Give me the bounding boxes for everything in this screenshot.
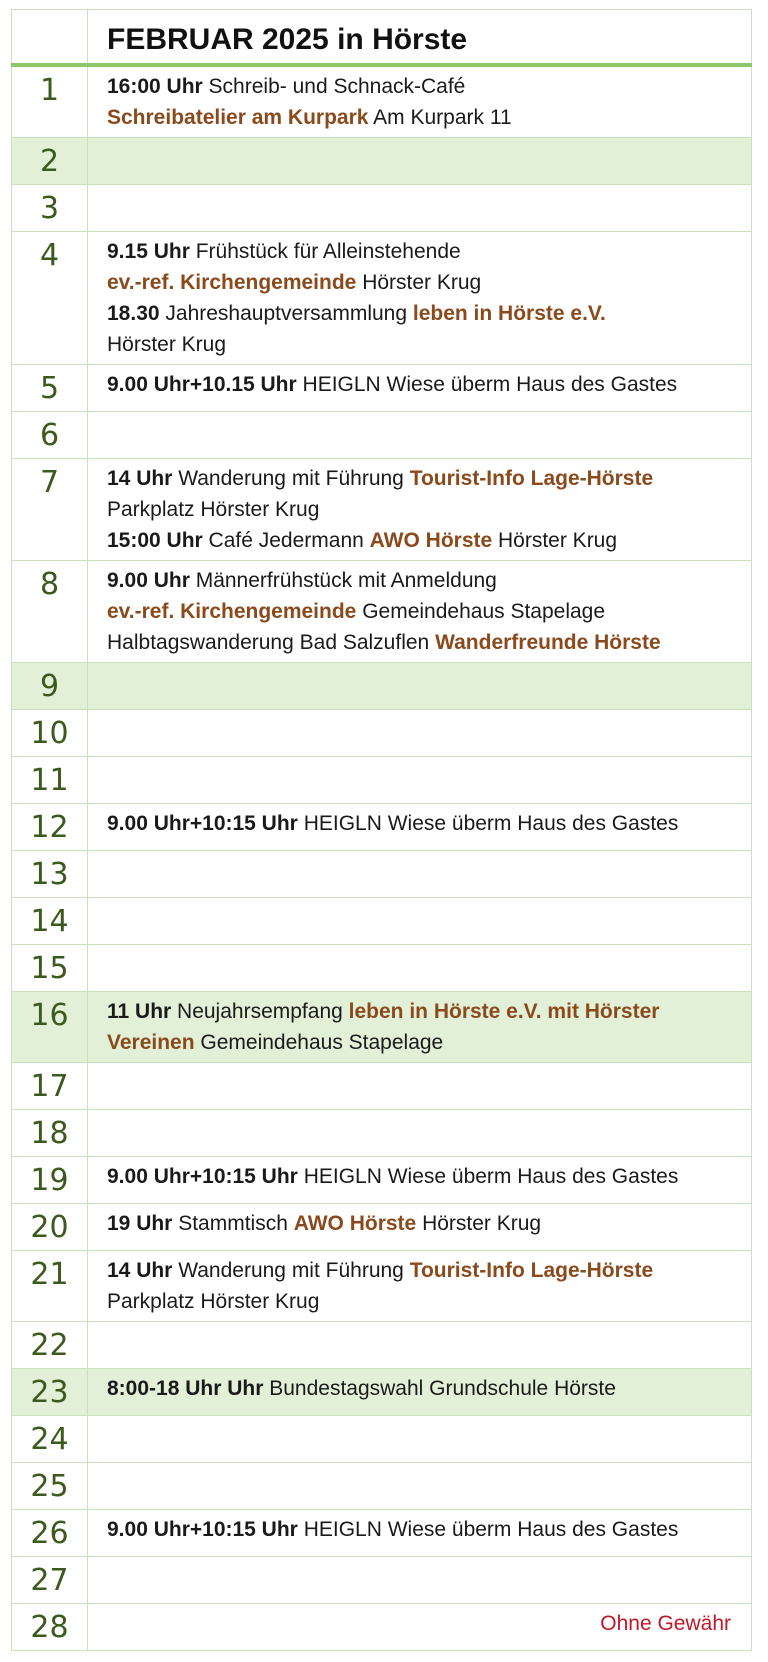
day-row: [12, 232, 752, 365]
event-text: Gemeindehaus Stapelage: [356, 600, 606, 623]
day-events: [88, 1204, 752, 1251]
event-text: Hörster Krug: [416, 1212, 542, 1235]
event-line: [107, 463, 751, 494]
day-number: 16: [12, 992, 88, 1063]
day-row: [12, 945, 752, 992]
day-row: [12, 1557, 752, 1604]
calendar-table: [11, 9, 752, 1651]
event-time: 14 Uhr: [107, 467, 173, 490]
day-events: [88, 757, 752, 804]
event-organizer: AWO Hörste: [369, 529, 493, 552]
day-events: [88, 1251, 752, 1322]
day-row: [12, 804, 752, 851]
event-organizer: Vereinen: [107, 1031, 195, 1054]
event-text: Café Jedermann: [202, 529, 370, 552]
day-row: [12, 185, 752, 232]
event-time: 19 Uhr: [107, 1212, 173, 1235]
day-row: [12, 898, 752, 945]
day-row: [12, 459, 752, 561]
day-number: 22: [12, 1322, 88, 1369]
header-row: [12, 10, 752, 66]
event-time: 11 Uhr: [107, 1000, 172, 1023]
event-organizer: Tourist-Info Lage-Hörste: [409, 1259, 654, 1282]
event-line: [107, 1208, 751, 1239]
event-organizer: Schreibatelier am Kurpark: [107, 106, 369, 129]
day-events: [88, 65, 752, 138]
day-number: 17: [12, 1063, 88, 1110]
day-row: [12, 1416, 752, 1463]
day-row: [12, 992, 752, 1063]
event-text: Jahreshauptversammlung: [159, 302, 413, 325]
event-line: [107, 627, 751, 658]
day-number: 2: [12, 138, 88, 185]
day-events: [88, 1604, 752, 1651]
event-organizer: ev.-ref. Kirchengemeinde: [107, 271, 357, 294]
day-events: [88, 945, 752, 992]
event-time: 15:00 Uhr: [107, 529, 203, 552]
event-line: [107, 565, 751, 596]
day-number: 12: [12, 804, 88, 851]
event-text: Hörster Krug: [356, 271, 482, 294]
day-number: 4: [12, 232, 88, 365]
day-number: 5: [12, 365, 88, 412]
day-number: 9: [12, 663, 88, 710]
event-time: 9.00 Uhr+10:15 Uhr: [107, 1518, 298, 1541]
day-events: [88, 1510, 752, 1557]
disclaimer: Ohne Gewähr: [600, 1612, 731, 1635]
event-organizer: AWO Hörste: [293, 1212, 417, 1235]
day-events: [88, 1322, 752, 1369]
day-row: [12, 851, 752, 898]
day-events: [88, 663, 752, 710]
event-line: [107, 369, 751, 400]
event-text: Wanderung mit Führung: [172, 1259, 410, 1282]
day-number: 25: [12, 1463, 88, 1510]
day-row: [12, 1463, 752, 1510]
event-time: 9.00 Uhr+10:15 Uhr: [107, 1165, 298, 1188]
event-line: [107, 329, 751, 360]
day-number: 11: [12, 757, 88, 804]
day-number: 10: [12, 710, 88, 757]
event-line: [107, 102, 751, 133]
page-title: FEBRUAR 2025 in Hörste: [88, 10, 752, 66]
day-events: [88, 1416, 752, 1463]
event-text: Männerfrühstück mit Anmeldung: [189, 569, 497, 592]
event-text: Stammtisch: [172, 1212, 294, 1235]
event-text: Hörster Krug: [492, 529, 618, 552]
day-events: [88, 898, 752, 945]
day-events: [88, 1110, 752, 1157]
event-text: Parkplatz Hörster Krug: [107, 1290, 320, 1313]
day-events: [88, 1157, 752, 1204]
day-number: 15: [12, 945, 88, 992]
day-row: [12, 65, 752, 138]
event-text: HEIGLN Wiese überm Haus des Gastes: [296, 373, 678, 396]
day-row: [12, 1204, 752, 1251]
day-number: 8: [12, 561, 88, 663]
day-row: [12, 1369, 752, 1416]
event-text: HEIGLN Wiese überm Haus des Gastes: [297, 1165, 679, 1188]
day-number: 21: [12, 1251, 88, 1322]
event-line: [107, 996, 751, 1027]
day-events: [88, 804, 752, 851]
event-text: Hörster Krug: [107, 333, 227, 356]
day-events: [88, 138, 752, 185]
event-organizer: Tourist-Info Lage-Hörste: [409, 467, 654, 490]
event-organizer: leben in Hörste e.V.: [412, 302, 606, 325]
day-events: [88, 851, 752, 898]
event-line: [107, 1161, 751, 1192]
event-text: Neujahrsempfang: [171, 1000, 349, 1023]
event-text: Parkplatz Hörster Krug: [107, 498, 320, 521]
event-organizer: leben in Hörste e.V. mit Hörster: [348, 1000, 660, 1023]
event-text: HEIGLN Wiese überm Haus des Gastes: [297, 812, 679, 835]
day-row: [12, 412, 752, 459]
event-line: [107, 71, 751, 102]
day-events: [88, 710, 752, 757]
event-line: [107, 1286, 751, 1317]
day-row: [12, 1063, 752, 1110]
day-events: [88, 459, 752, 561]
day-row: [12, 1251, 752, 1322]
day-events: [88, 1557, 752, 1604]
event-text: Frühstück für Alleinstehende: [189, 240, 461, 263]
event-line: [107, 596, 751, 627]
day-number: 26: [12, 1510, 88, 1557]
day-row: [12, 757, 752, 804]
day-row: [12, 1510, 752, 1557]
event-time: 9.15 Uhr: [107, 240, 190, 263]
event-line: [107, 236, 751, 267]
day-row: [12, 138, 752, 185]
day-number: 19: [12, 1157, 88, 1204]
header-corner-cell: [12, 10, 88, 66]
day-row: [12, 1604, 752, 1651]
event-line: [107, 808, 751, 839]
event-line: [107, 1373, 751, 1404]
event-text: Halbtagswanderung Bad Salzuflen: [107, 631, 436, 654]
event-text: Am Kurpark 11: [368, 106, 512, 129]
day-number: 27: [12, 1557, 88, 1604]
day-row: [12, 1157, 752, 1204]
day-row: [12, 1110, 752, 1157]
day-number: 13: [12, 851, 88, 898]
event-line: [107, 298, 751, 329]
event-line: [107, 267, 751, 298]
event-line: [107, 1255, 751, 1286]
event-text: Bundestagswahl Grundschule Hörste: [263, 1377, 616, 1400]
event-time: 18.30: [107, 302, 160, 325]
day-row: [12, 1322, 752, 1369]
day-row: [12, 561, 752, 663]
day-row: [12, 710, 752, 757]
day-number: 6: [12, 412, 88, 459]
event-line: [107, 1514, 751, 1545]
event-time: 9.00 Uhr+10:15 Uhr: [107, 812, 298, 835]
day-number: 14: [12, 898, 88, 945]
day-events: [88, 232, 752, 365]
day-row: [12, 365, 752, 412]
event-time: 14 Uhr: [107, 1259, 173, 1282]
calendar-body: [12, 10, 752, 1651]
event-text: Gemeindehaus Stapelage: [194, 1031, 444, 1054]
day-events: [88, 1369, 752, 1416]
day-row: [12, 663, 752, 710]
event-time: 16:00 Uhr: [107, 75, 203, 98]
day-number: 20: [12, 1204, 88, 1251]
event-organizer: ev.-ref. Kirchengemeinde: [107, 600, 357, 623]
day-events: [88, 185, 752, 232]
day-number: 18: [12, 1110, 88, 1157]
day-number: 1: [12, 65, 88, 138]
day-events: [88, 1463, 752, 1510]
day-events: [88, 365, 752, 412]
day-number: 24: [12, 1416, 88, 1463]
event-text: Schreib- und Schnack-Café: [202, 75, 466, 98]
event-line: [107, 494, 751, 525]
event-text: HEIGLN Wiese überm Haus des Gastes: [297, 1518, 679, 1541]
day-number: 7: [12, 459, 88, 561]
day-number: 28: [12, 1604, 88, 1651]
event-time: 8:00-18 Uhr Uhr: [107, 1377, 264, 1400]
event-text: Wanderung mit Führung: [172, 467, 410, 490]
event-organizer: Wanderfreunde Hörste: [435, 631, 661, 654]
event-time: 9.00 Uhr: [107, 569, 190, 592]
day-events: [88, 412, 752, 459]
day-events: [88, 992, 752, 1063]
event-time: 9.00 Uhr+10.15 Uhr: [107, 373, 297, 396]
day-number: 23: [12, 1369, 88, 1416]
day-number: 3: [12, 185, 88, 232]
event-line: [107, 525, 751, 556]
day-events: [88, 561, 752, 663]
event-line: [107, 1027, 751, 1058]
day-events: [88, 1063, 752, 1110]
